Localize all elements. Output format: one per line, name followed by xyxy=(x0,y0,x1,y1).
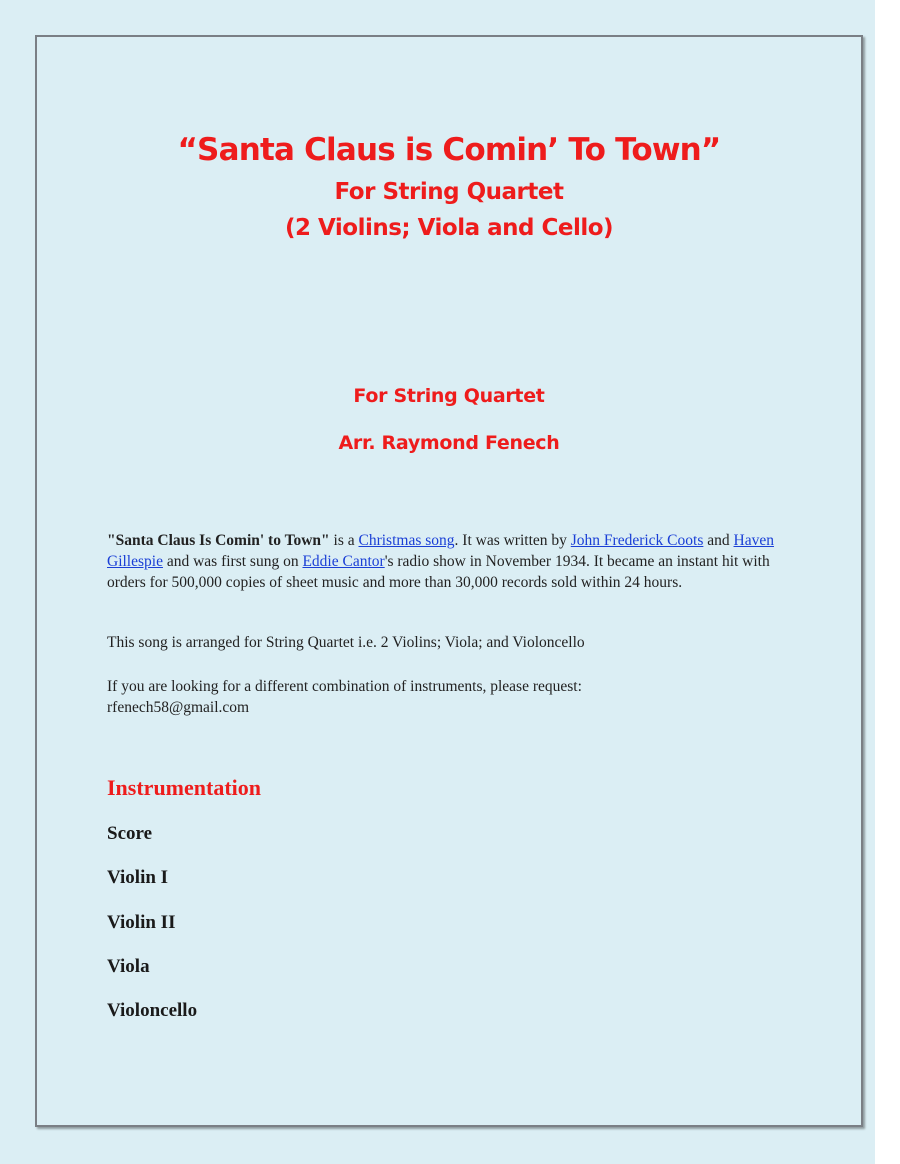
request-note xyxy=(107,676,797,718)
contact-email: rfenech58@gmail.com xyxy=(107,699,250,716)
request-text: If you are looking for a different combination of instruments, please request: xyxy=(107,678,582,695)
john-frederick-coots-link[interactable]: John Frederick Coots xyxy=(570,532,704,549)
description-text: . It was written by xyxy=(454,532,571,549)
title-subline-ensemble: For String Quartet xyxy=(334,179,564,205)
arranger-credit: Arr. Raymond Fenech xyxy=(338,432,560,454)
instrument-item: Viola xyxy=(107,955,150,977)
instrumentation-list xyxy=(107,820,197,1041)
description-paragraph xyxy=(107,530,797,593)
page-edge-strip xyxy=(875,0,900,1164)
instrument-item: Violin II xyxy=(107,911,176,933)
instrument-item: Score xyxy=(107,823,153,844)
description-text: and was first sung on xyxy=(162,553,303,570)
arrangement-note: This song is arranged for String Quartet i.e. 2 Violins; Viola; and Violoncello xyxy=(107,634,585,651)
description-text: and xyxy=(703,532,734,549)
christmas-song-link[interactable]: Christmas song xyxy=(358,532,455,549)
description-text: 's radio show in November 1934. It became an instant hit with orders for 500,000 copies of sheet music and more than 30,000 records sold within 24 hours. xyxy=(107,553,770,591)
main-title: “Santa Claus is Comin’ To Town” xyxy=(177,132,721,168)
title-subline-instruments: (2 Violins; Viola and Cello) xyxy=(284,215,614,241)
cover-page-frame xyxy=(35,35,863,1127)
description-text: is a xyxy=(329,532,359,549)
instrument-item: Violoncello xyxy=(107,1000,198,1022)
song-title: "Santa Claus Is Comin' to Town" xyxy=(107,532,330,549)
haven-gillespie-link[interactable]: Haven Gillespie xyxy=(107,532,774,570)
instrument-item: Violin I xyxy=(107,867,169,889)
ensemble-label: For String Quartet xyxy=(353,385,545,407)
eddie-cantor-link[interactable]: Eddie Cantor xyxy=(302,553,385,570)
instrumentation-heading: Instrumentation xyxy=(107,775,262,800)
